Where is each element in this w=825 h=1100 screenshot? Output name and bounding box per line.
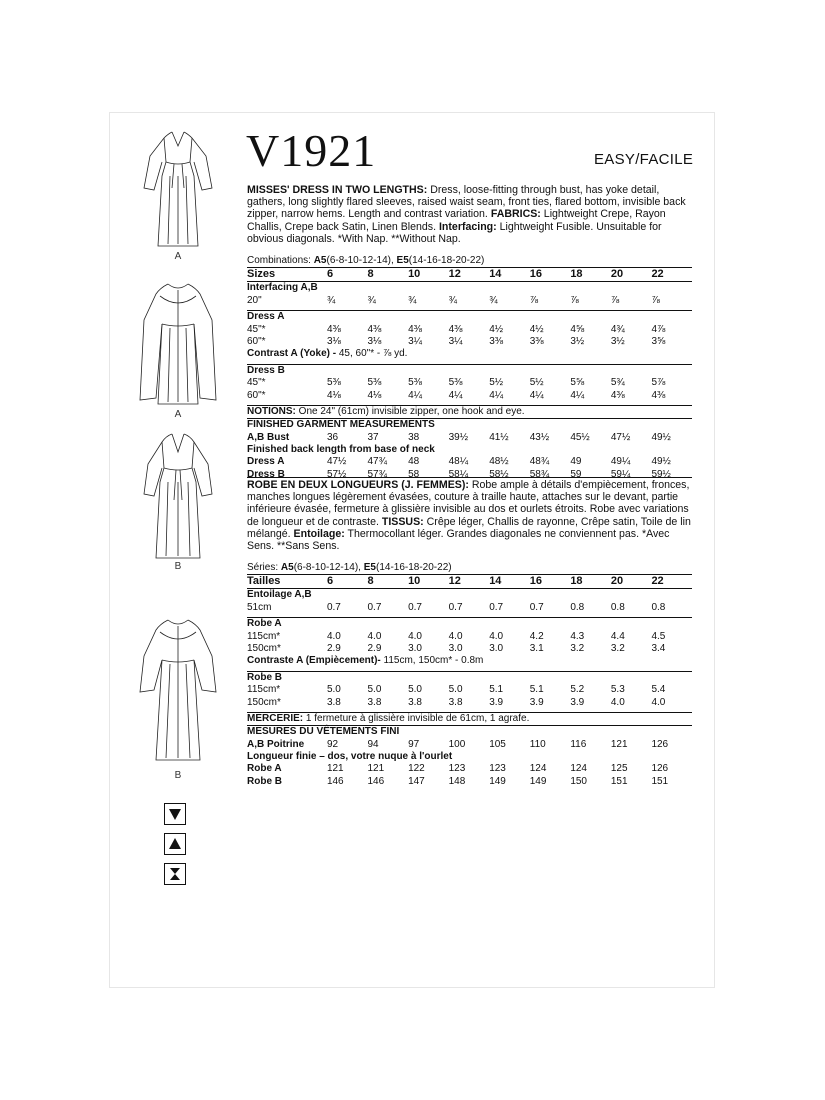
pattern-number: V1921 <box>246 125 377 176</box>
triangle-up-icon <box>164 833 186 855</box>
section-title: Interfacing A,B <box>247 282 318 294</box>
yardage-table-english <box>247 255 692 481</box>
view-label: B <box>174 561 182 572</box>
yardage-table-french <box>247 562 692 788</box>
dress-a-back-icon <box>138 280 218 408</box>
table-row: Dress A 47½ 47¾ 48 48¼ 48½ 48¾ 49 49¼ 49½ <box>247 456 671 468</box>
table-row: Dress B 57½ 57¾ 58 58¼ 58½ 58¾ 59 59¼ 59½ <box>247 468 671 480</box>
sizes-row: Sizes 6 8 10 12 14 16 18 20 22 <box>247 267 692 282</box>
fabrics-text: Lightweight Crepe, Rayon Challis, Crepe back Satin, Linen Blends. <box>247 208 666 233</box>
table-row: Robe A 121 121 122 123 123 124 124 125 126 <box>247 763 669 775</box>
interfacing-text: Thermocollant léger. Grandes diagonales ne conviennent pas. *Avec Sens. **Sans Sens. <box>247 527 670 553</box>
sizes-row: Tailles 6 8 10 12 14 16 18 20 22 <box>247 574 692 589</box>
table-row: 20" ¾ ¾ ¾ ¾ ¾ ⅞ ⅞ ⅞ ⅞ <box>247 294 660 306</box>
section-title: Robe A <box>247 617 692 630</box>
section-title: Robe B <box>247 671 692 684</box>
notions-row: MERCERIE: 1 fermeture à glissière invisible de 61cm, 1 agrafe. <box>247 712 692 725</box>
dress-a-front-icon <box>138 128 218 250</box>
contrast-row: Contrast A (Yoke) - 45, 60"* - ⅞ yd. <box>247 348 408 360</box>
table-row: A,B Poitrine 92 94 97 100 105 110 116 121 126 <box>247 738 669 750</box>
view-b-back-illustration <box>138 616 218 764</box>
dress-b-front-icon <box>138 430 218 562</box>
section-title: MESURES DU VÊTEMENTS FINI <box>247 725 692 738</box>
view-a-front-illustration <box>138 128 218 250</box>
description-text: Robe ample à détails d'empiècement, fronces, manches longues légèrement évasées, couture à traille haute, attaches sur le devant, partie inférieure évasée, fermeture à glissière invisible au dos et ourlets étroits. Robe avec variations de longueur et de contraste. <box>247 479 690 528</box>
section-title: FINISHED GARMENT MEASUREMENTS <box>247 418 692 431</box>
view-label: A <box>174 409 182 420</box>
interfacing-label: Interfacing: <box>438 220 497 233</box>
view-label: B <box>174 770 182 781</box>
description-title: MISSES' DRESS IN TWO LENGTHS: <box>247 184 428 196</box>
fabrics-label: TISSUS: <box>381 515 424 528</box>
fabrics-label: FABRICS: <box>490 208 541 221</box>
description-french <box>247 477 692 552</box>
table-row: 150cm* 2.9 2.9 3.0 3.0 3.0 3.1 3.2 3.2 3.4 <box>247 642 666 654</box>
table-row: 115cm* 5.0 5.0 5.0 5.0 5.1 5.1 5.2 5.3 5.4 <box>247 684 666 696</box>
table-row: Robe B 146 146 147 148 149 149 150 151 151 <box>247 775 669 787</box>
view-label: A <box>174 251 182 262</box>
pattern-symbols <box>164 803 186 893</box>
table-row: A,B Bust 36 37 38 39½ 41½ 43½ 45½ 47½ 49½ <box>247 431 671 443</box>
triangle-down-icon <box>164 803 186 825</box>
interfacing-text: Lightweight Fusible. Unsuitable for obvious diagonals. *With Nap. **Without Nap. <box>247 220 662 245</box>
table-row: 115cm* 4.0 4.0 4.0 4.0 4.0 4.2 4.3 4.4 4.5 <box>247 630 666 642</box>
section-title: Longueur finie – dos, votre nuque à l'ourlet <box>247 751 453 763</box>
section-title: Dress B <box>247 364 692 377</box>
contrast-row: Contraste A (Empiècement)- 115cm, 150cm* - 0.8m <box>247 655 484 667</box>
section-title: Dress A <box>247 310 692 323</box>
hourglass-icon <box>164 863 186 885</box>
table-row: 51cm 0.7 0.7 0.7 0.7 0.7 0.7 0.8 0.8 0.8 <box>247 601 666 613</box>
section-title: Finished back length from base of neck <box>247 444 435 456</box>
description-text: Dress, loose-fitting through bust, has yoke detail, gathers, long slightly flared sleeves, raised waist seam, front ties, flared bottom, invisible back zipper, narrow hems. Length and contrast variation. <box>247 184 686 221</box>
view-b-front-illustration <box>138 430 218 562</box>
fabrics-text: Crêpe léger, Challis de rayonne, Crêpe satin, Toile de lin mélangé. <box>247 515 691 540</box>
combinations: Séries: A5(6-8-10-12-14), E5(14-16-18-20-22) <box>247 562 452 573</box>
section-title: Entoilage A,B <box>247 589 312 601</box>
notions-row: NOTIONS: One 24" (61cm) invisible zipper, one hook and eye. <box>247 405 692 418</box>
combinations: Combinations: A5(6-8-10-12-14), E5(14-16-18-20-22) <box>247 255 485 266</box>
dress-b-back-icon <box>138 616 218 764</box>
table-row: 45"* 4⅜ 4⅜ 4⅜ 4⅜ 4½ 4½ 4⅝ 4¾ 4⅞ <box>247 323 666 335</box>
description-english <box>247 184 692 245</box>
view-a-back-illustration <box>138 280 218 408</box>
table-row: 60"* 4⅛ 4⅛ 4¼ 4¼ 4¼ 4¼ 4¼ 4⅜ 4⅜ <box>247 389 666 401</box>
table-row: 60"* 3⅛ 3⅛ 3¼ 3¼ 3⅜ 3⅜ 3½ 3½ 3⅝ <box>247 335 666 347</box>
interfacing-label: Entoilage: <box>293 527 345 540</box>
table-row: 150cm* 3.8 3.8 3.8 3.8 3.9 3.9 3.9 4.0 4.0 <box>247 696 666 708</box>
table-row: 45"* 5⅜ 5⅜ 5⅜ 5⅜ 5½ 5½ 5⅝ 5¾ 5⅞ <box>247 377 666 389</box>
difficulty-level: EASY/FACILE <box>594 151 694 168</box>
description-title: ROBE EN DEUX LONGUEURS (J. FEMMES): <box>247 479 469 491</box>
